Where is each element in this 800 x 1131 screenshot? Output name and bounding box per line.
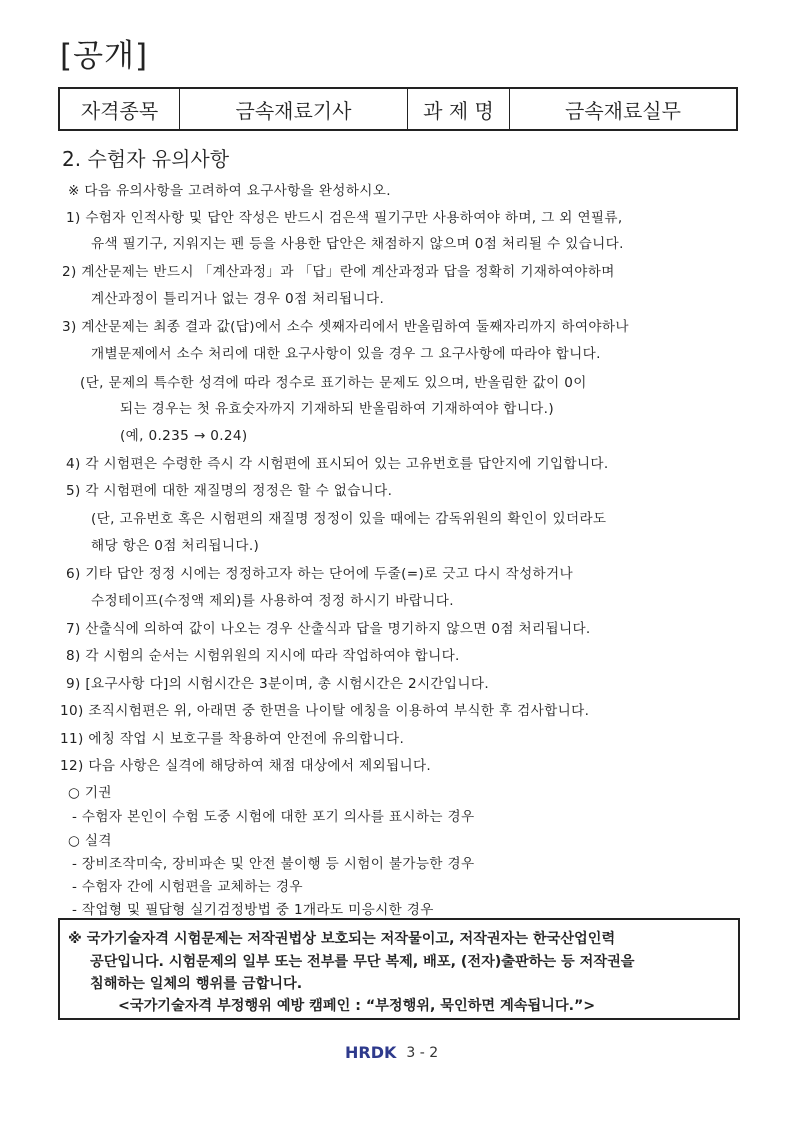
header-table [58,87,738,131]
hrdk-logo: HRDK [345,1043,397,1062]
notice-line: 공단입니다. 시험문제의 일부 또는 전부를 무단 복제, 배포, (전자)출판하는 등 저작권을 [90,954,635,970]
public-tag: [공개] [60,38,149,74]
exam-type-label: 자격종목 [60,89,180,129]
instruction-line: 5) 각 시험편에 대한 재질명의 정정은 할 수 없습니다. [66,483,393,499]
instruction-line: ○ 실격 [68,833,112,849]
instruction-line: (단, 고유번호 혹은 시험편의 재질명 정정이 있을 때에는 감독위원의 확인이 있더라도 [91,511,607,527]
instruction-line: 11) 에칭 작업 시 보호구를 착용하여 안전에 유의합니다. [60,731,405,747]
instruction-line: - 수험자 본인이 수험 도중 시험에 대한 포기 의사를 표시하는 경우 [72,809,475,825]
task-name-value: 금속재료실무 [565,98,681,123]
instruction-line: 계산과정이 틀리거나 없는 경우 0점 처리됩니다. [91,291,385,307]
page-number: 3 - 2 [406,1044,439,1061]
exam-type-value: 금속재료기사 [180,89,408,129]
instruction-line: 10) 조직시험편은 위, 아래면 중 한면을 나이탈 에칭을 이용하여 부식한 후 검사합니다. [60,703,590,719]
instruction-line: - 장비조작미숙, 장비파손 및 안전 불이행 등 시험이 불가능한 경우 [72,856,475,872]
instruction-line: ○ 기권 [68,785,112,801]
instruction-line: 수정테이프(수정액 제외)를 사용하여 정정 하시기 바랍니다. [91,593,454,609]
instruction-line: (단, 문제의 특수한 성격에 따라 정수로 표기하는 문제도 있으며, 반올림한 값이 0이 [80,375,587,391]
instruction-line: - 작업형 및 필답형 실기검정방법 중 1개라도 미응시한 경우 [72,902,434,918]
instruction-line: ※ 다음 유의사항을 고려하여 요구사항을 완성하시오. [68,183,391,199]
notice-line: ※ 국가기술자격 시험문제는 저작권법상 보호되는 저작물이고, 저작권자는 한국산업인력 [68,931,616,947]
instruction-line: 8) 각 시험의 순서는 시험위원의 지시에 따라 작업하여야 합니다. [66,648,460,664]
task-name-label: 과 제 명 [408,89,510,129]
instruction-line: 12) 다음 사항은 실격에 해당하여 채점 대상에서 제외됩니다. [60,758,432,774]
instruction-line: (예, 0.235 → 0.24) [120,428,248,444]
instruction-line: 9) [요구사항 다]의 시험시간은 3분이며, 총 시험시간은 2시간입니다. [66,676,490,692]
instruction-line: 개별문제에서 소수 처리에 대한 요구사항이 있을 경우 그 요구사항에 따라야 합니다. [91,346,601,362]
instruction-line: 2) 계산문제는 반드시 「계산과정」과 「답」란에 계산과정과 답을 정확히 기재하여야하며 [62,264,615,280]
instruction-line: 해당 항은 0점 처리됩니다.) [91,538,260,554]
instruction-line: 되는 경우는 첫 유효숫자까지 기재하되 반올림하여 기재하여야 합니다.) [120,401,554,417]
instruction-line: 유색 필기구, 지워지는 펜 등을 사용한 답안은 채점하지 않으며 0점 처리될 수 있습니다. [91,236,624,252]
instruction-line: 4) 각 시험편은 수령한 즉시 각 시험편에 표시되어 있는 고유번호를 답안지에 기입합니다. [66,456,609,472]
instruction-line: 1) 수험자 인적사항 및 답안 작성은 반드시 검은색 필기구만 사용하여야 하며, 그 외 연필류, [66,210,623,226]
instruction-line: 6) 기타 답안 정정 시에는 정정하고자 하는 단어에 두줄(=)로 긋고 다시 작성하거나 [66,566,574,582]
section-title: 2. 수험자 유의사항 [62,147,230,171]
copyright-notice [58,918,740,1020]
notice-line: 침해하는 일체의 행위를 금합니다. [90,976,303,992]
notice-line: <국가기술자격 부정행위 예방 캠페인 : “부정행위, 묵인하면 계속됩니다.”> [118,998,596,1014]
page-footer [345,1043,438,1062]
instruction-line: - 수험자 간에 시험편을 교체하는 경우 [72,879,303,895]
instruction-line: 7) 산출식에 의하여 값이 나오는 경우 산출식과 답을 명기하지 않으면 0점 처리됩니다. [66,621,591,637]
instruction-line: 3) 계산문제는 최종 결과 값(답)에서 소수 셋째자리에서 반올림하여 둘째자리까지 하여야하나 [62,319,629,335]
